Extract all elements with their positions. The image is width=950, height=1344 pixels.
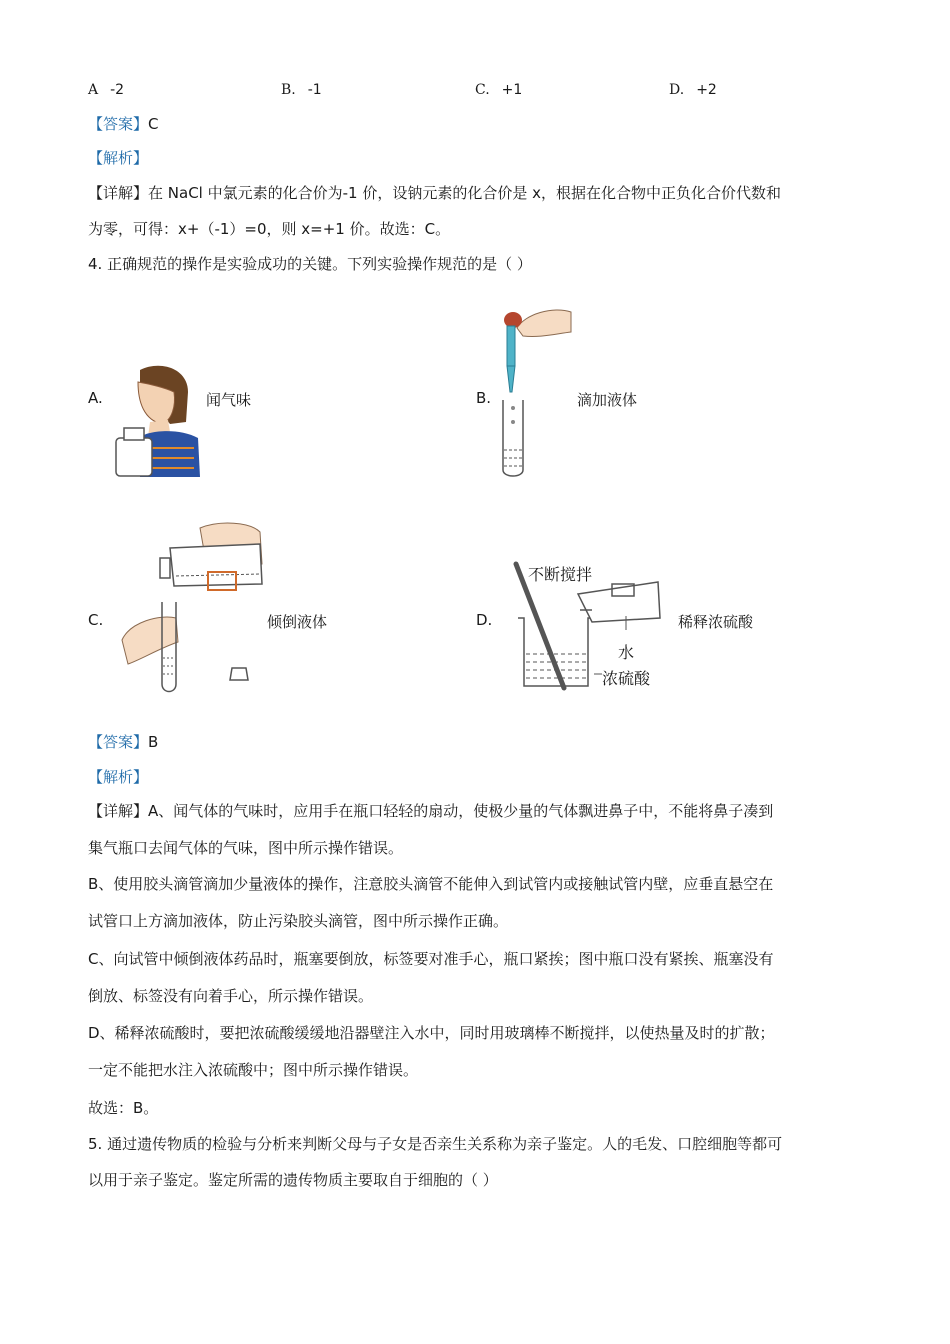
option-b-key: B. xyxy=(281,82,296,98)
option-c xyxy=(475,82,522,98)
q3-detail-line-1 xyxy=(88,183,781,203)
q5-stem-line-2: 以用于亲子鉴定。鉴定所需的遗传物质主要取自于细胞的（ ） xyxy=(88,1171,498,1189)
detail-text: 在 NaCl 中氯元素的化合价为-1 价，设钠元素的化合价是 x，根据在化合物中正负化合价代数和 xyxy=(148,184,781,202)
analysis-tag: 【解析】 xyxy=(88,768,149,786)
choice-d-caption: 稀释浓硫酸 xyxy=(678,613,754,631)
option-c-value: +1 xyxy=(501,82,523,98)
option-a xyxy=(88,82,124,98)
option-d-value: +2 xyxy=(696,82,717,98)
q4-detail-line-6: 倒放、标签没有向着手心，所示操作错误。 xyxy=(88,987,374,1005)
q3-answer xyxy=(88,114,159,134)
answer-value: C xyxy=(148,115,159,133)
choice-b-letter: B. xyxy=(476,389,492,407)
detail-tag: 【详解】 xyxy=(88,184,149,202)
q3-detail-line-2: 为零，可得：x+（-1）=0，则 x=+1 价。故选：C。 xyxy=(88,220,451,238)
option-a-key: A xyxy=(88,82,99,98)
label-stir: 不断搅拌 xyxy=(528,565,593,584)
q4-conclusion: 故选：B。 xyxy=(88,1099,159,1117)
q4-detail-line-3: B、使用胶头滴管滴加少量液体的操作，注意胶头滴管不能伸入到试管内或接触试管内壁，应垂直悬空在 xyxy=(88,875,774,893)
choice-a-caption: 闻气味 xyxy=(206,391,252,409)
q4-detail-line-5: C、向试管中倾倒液体药品时，瓶塞要倒放，标签要对准手心，瓶口紧挨；图中瓶口没有紧挨、瓶塞没有 xyxy=(88,950,774,968)
option-c-key: C. xyxy=(475,82,490,98)
option-b xyxy=(281,82,322,98)
q4-detail-line-2: 集气瓶口去闻气体的气味，图中所示操作错误。 xyxy=(88,839,404,857)
answer-tag: 【答案】 xyxy=(88,733,149,751)
pour-figure xyxy=(110,518,270,696)
q4-detail-line-8: 一定不能把水注入浓硫酸中；图中所示操作错误。 xyxy=(88,1061,419,1079)
choice-d-letter: D. xyxy=(476,611,493,629)
label-acid: 浓硫酸 xyxy=(602,669,651,688)
choice-a-letter: A. xyxy=(88,389,103,407)
detail-tag: 【详解】 xyxy=(88,802,149,820)
choice-c-caption: 倾倒液体 xyxy=(267,613,328,631)
q4-detail-line-1 xyxy=(88,801,773,821)
q4-analysis xyxy=(88,767,148,787)
option-d-key: D. xyxy=(669,82,685,98)
choice-b-caption: 滴加液体 xyxy=(577,391,638,409)
label-water: 水 xyxy=(618,643,635,662)
q4-stem: 4. 正确规范的操作是实验成功的关键。下列实验操作规范的是（ ） xyxy=(88,255,532,273)
q4-detail-line-7: D、稀释浓硫酸时，要把浓硫酸缓缓地沿器壁注入水中，同时用玻璃棒不断搅拌，以使热量及时的扩散； xyxy=(88,1024,775,1042)
smell-figure xyxy=(110,362,200,477)
answer-value: B xyxy=(148,733,159,751)
choice-c-letter: C. xyxy=(88,611,104,629)
q4-detail-line-4: 试管口上方滴加液体，防止污染胶头滴管，图中所示操作正确。 xyxy=(88,912,509,930)
detail-text: A、闻气体的气味时，应用手在瓶口轻轻的扇动，使极少量的气体飘进鼻子中，不能将鼻子凑到 xyxy=(148,802,774,820)
option-a-value: -2 xyxy=(110,82,125,98)
dropper-figure xyxy=(495,298,575,480)
q5-stem-line-1: 5. 通过遗传物质的检验与分析来判断父母与子女是否亲生关系称为亲子鉴定。人的毛发、口腔细胞等都可 xyxy=(88,1135,783,1153)
answer-tag: 【答案】 xyxy=(88,115,149,133)
q3-analysis xyxy=(88,148,148,168)
option-b-value: -1 xyxy=(307,82,322,98)
option-d xyxy=(669,82,717,98)
q4-answer xyxy=(88,732,158,752)
analysis-tag: 【解析】 xyxy=(88,149,149,167)
